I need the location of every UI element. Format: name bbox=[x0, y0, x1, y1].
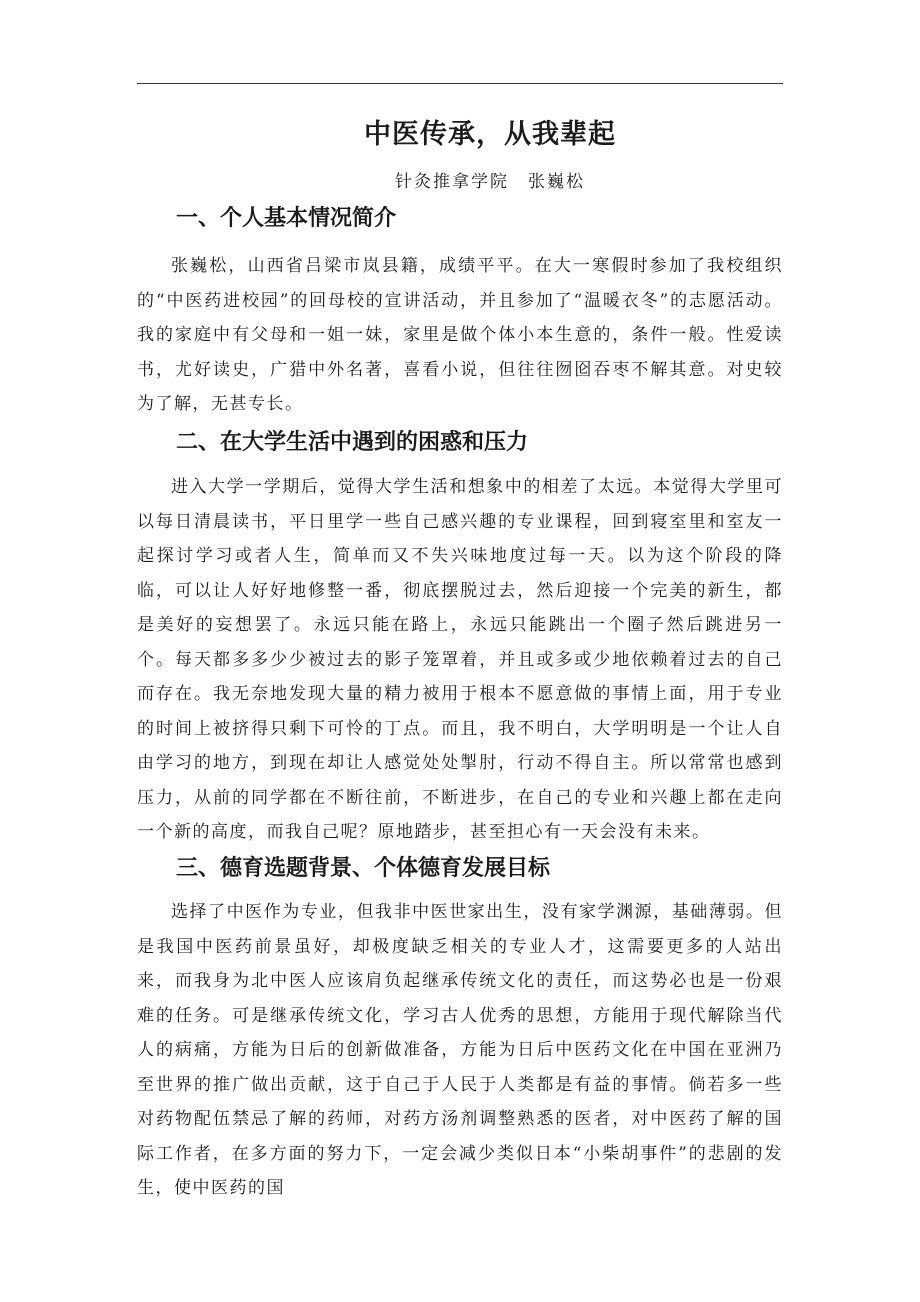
section-heading-2: 二、在大学生活中遇到的困惑和压力 bbox=[176, 430, 529, 455]
section-heading-3: 三、德育选题背景、个体德育发展目标 bbox=[176, 856, 551, 881]
section-paragraph-1: 张巍松，山西省吕梁市岚县籍，成绩平平。在大一寒假时参加了我校组织的“中医药进校园”的回母校的宣讲活动，并且参加了“温暖衣冬”的志愿活动。我的家庭中有父母和一姐一妹，家里是做个体小本生意的，条件一般。性爱读书，尤好读史，广猎中外名著，喜看小说，但往往囫囵吞枣不解其意。对史较为了解，无甚专长。 bbox=[137, 256, 783, 414]
header-rule bbox=[137, 83, 783, 84]
section-heading-1: 一、个人基本情况简介 bbox=[176, 206, 397, 231]
document-byline: 针灸推拿学院 张巍松 bbox=[395, 172, 585, 192]
section-paragraph-3: 选择了中医作为专业，但我非中医世家出生，没有家学渊源，基础薄弱。但是我国中医药前景虽好，却极度缺乏相关的专业人才，这需要更多的人站出来，而我身为北中医人应该肩负起继承传统文化的责任，而这势必也是一份艰难的任务。可是继承传统文化，学习古人优秀的思想，方能用于现代解除当代人的病痛，方能为日后的创新做准备，方能为日后中医药文化在中国在亚洲乃至世界的推广做出贡献，这于自己于人民于人类都是有益的事情。倘若多一些对药物配伍禁忌了解的药师，对药方汤剂调整熟悉的医者，对中医药了解的国际工作者，在多方面的努力下，一定会减少类似日本“小柴胡事件”的悲剧的发生，使中医药的国 bbox=[137, 902, 783, 1198]
section-paragraph-2: 进入大学一学期后，觉得大学生活和想象中的相差了太远。本觉得大学里可以每日清晨读书，平日里学一些自己感兴趣的专业课程，回到寝室里和室友一起探讨学习或者人生，简单而又不失兴味地度过每一天。以为这个阶段的降临，可以让人好好地修整一番，彻底摆脱过去，然后迎接一个完美的新生，都是美好的妄想罢了。永远只能在路上，永远只能跳出一个圈子然后跳进另一个。每天都多多少少被过去的影子笼罩着，并且或多或少地依赖着过去的自己而存在。我无奈地发现大量的精力被用于根本不愿意做的事情上面，用于专业的时间上被挤得只剩下可怜的丁点。而且，我不明白，大学明明是一个让人自由学习的地方，到现在却让人感觉处处掣肘，行动不得自主。所以常常也感到压力，从前的同学都在不断往前，不断进步，在自己的专业和兴趣上都在走向一个新的高度，而我自己呢？原地踏步，甚至担心有一天会没有未来。 bbox=[137, 477, 783, 842]
document-title: 中医传承，从我辈起 bbox=[364, 119, 616, 150]
